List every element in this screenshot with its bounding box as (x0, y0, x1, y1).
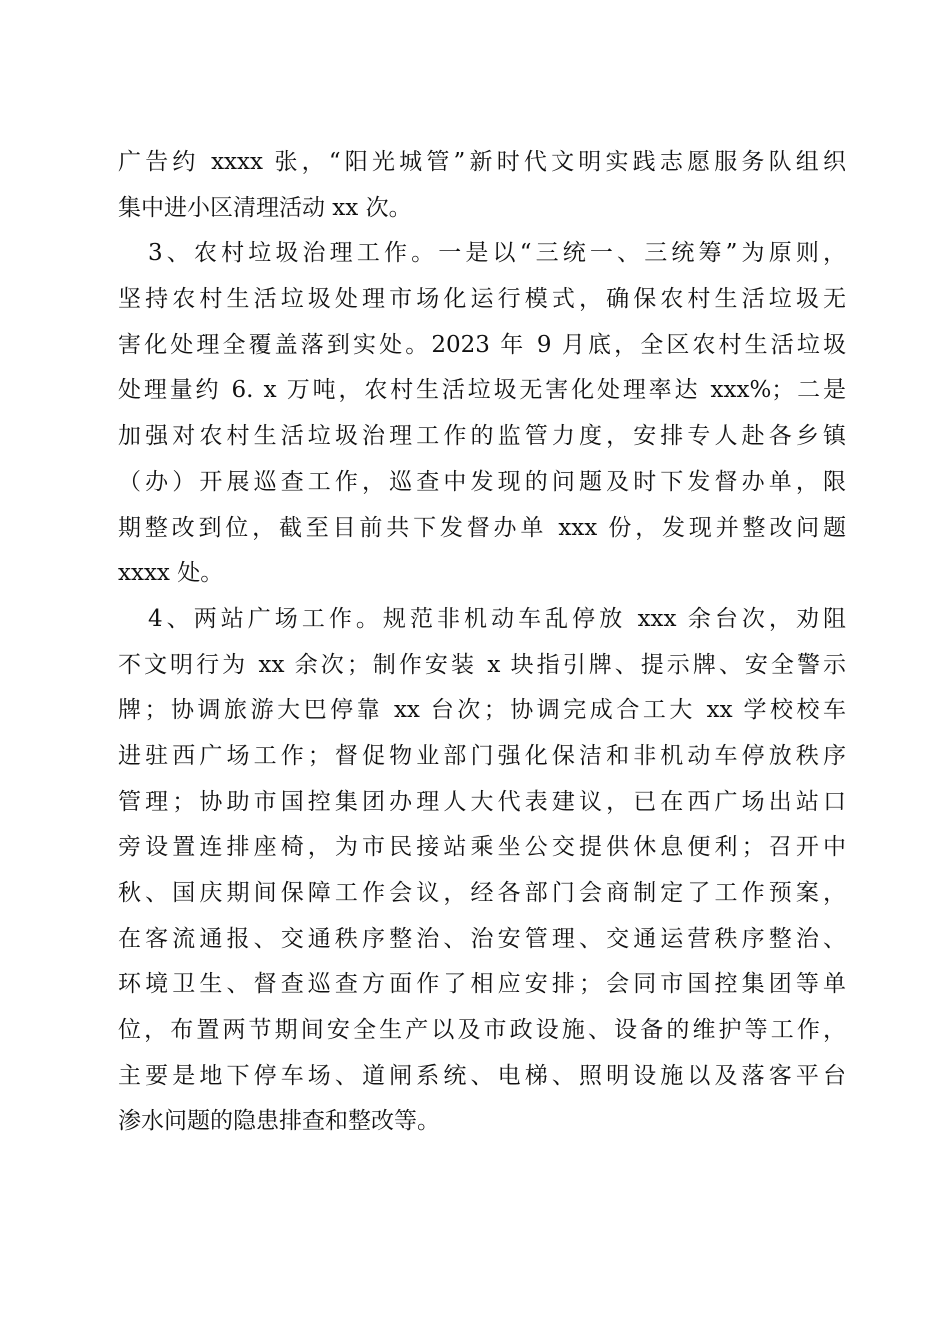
text-line: 害化处理全覆盖落到实处。2023 年 9 月底，全区农村生活垃圾 (118, 331, 846, 358)
text-line: 环境卫生、督查巡查方面作了相应安排；会同市国控集团等单 (118, 971, 846, 998)
text-line: xxxx 处。 (118, 560, 224, 587)
text-line: 3、农村垃圾治理工作。一是以“三统一、三统筹”为原则， (148, 240, 846, 267)
text-line: 进驻西广场工作；督促物业部门强化保洁和非机动车停放秩序 (118, 742, 846, 769)
text-line: 不文明行为 xx 余次；制作安装 x 块指引牌、提示牌、安全警示 (118, 651, 846, 678)
text-line: 旁设置连排座椅，为市民接站乘坐公交提供休息便利；召开中 (118, 834, 846, 861)
text-line: 管理；协助市国控集团办理人大代表建议，已在西广场出站口 (118, 788, 846, 815)
text-line: 位，布置两节期间安全生产以及市政设施、设备的维护等工作， (118, 1017, 846, 1044)
text-line: 在客流通报、交通秩序整治、治安管理、交通运营秩序整治、 (118, 925, 846, 952)
paragraph (118, 140, 846, 231)
paragraph (118, 231, 846, 597)
text-line: 期整改到位，截至目前共下发督办单 xxx 份，发现并整改问题 (118, 514, 846, 541)
text-line: 主要是地下停车场、道闸系统、电梯、照明设施以及落客平台 (118, 1062, 846, 1089)
text-line: 广告约 xxxx 张，“阳光城管”新时代文明实践志愿服务队组织 (118, 149, 846, 175)
text-line: 集中进小区清理活动 xx 次。 (118, 194, 412, 221)
text-line: 秋、国庆期间保障工作会议，经各部门会商制定了工作预案， (118, 880, 846, 906)
text-line: （办）开展巡查工作，巡查中发现的问题及时下发督办单，限 (118, 468, 846, 495)
text-line: 加强对农村生活垃圾治理工作的监管力度，安排专人赴各乡镇 (118, 423, 846, 450)
text-line: 坚持农村生活垃圾处理市场化运行模式，确保农村生活垃圾无 (118, 286, 846, 313)
document-page (118, 140, 846, 1145)
paragraph (118, 597, 846, 1145)
text-line: 处理量约 6. x 万吨，农村生活垃圾无害化处理率达 xxx%；二是 (118, 377, 846, 404)
text-line: 渗水问题的隐患排查和整改等。 (118, 1108, 440, 1135)
text-line: 4、两站广场工作。规范非机动车乱停放 xxx 余台次，劝阻 (148, 605, 846, 632)
text-line: 牌；协调旅游大巴停靠 xx 台次；协调完成合工大 xx 学校校车 (118, 697, 846, 724)
